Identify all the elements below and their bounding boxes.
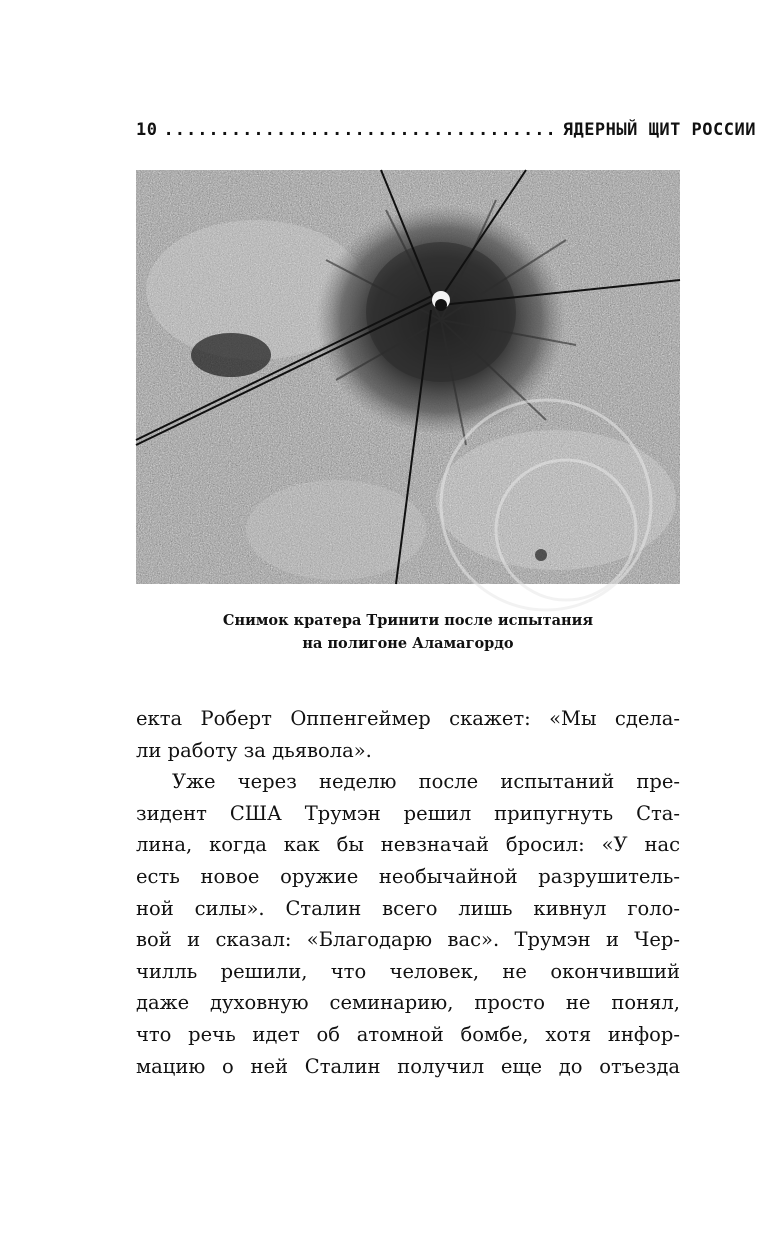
caption-line: на полигоне Аламагордо <box>302 635 514 652</box>
dot-leader: ................................... <box>163 120 557 140</box>
text-line: лина, когда как бы невзначай бросил: «У нас <box>136 833 680 857</box>
text-line: вой и сказал: «Благодарю вас». Трумэн и Чер- <box>136 928 680 952</box>
text-line: чилль решили, что человек, не окончивший <box>136 959 680 983</box>
running-title: ЯДЕРНЫЙ ЩИТ РОССИИ <box>562 120 756 140</box>
crater-photo <box>136 170 680 584</box>
text-line: даже духовную семинарию, просто не понял, <box>136 991 680 1015</box>
text-line: мацию о ней Сталин получил еще до отъезда <box>136 1054 680 1078</box>
page-number: 10 <box>136 120 158 140</box>
text-line: что речь идет об атомной бомбе, хотя инфор- <box>136 1022 680 1046</box>
text-line: ной силы». Сталин всего лишь кивнул голо- <box>136 896 680 920</box>
caption-line: Снимок кратера Тринити после испытания <box>222 612 594 629</box>
text-line: ли работу за дьявола». <box>136 738 372 762</box>
figure-caption <box>136 609 680 655</box>
text-line: Уже через неделю после испытаний пре- <box>172 770 680 794</box>
text-line: екта Роберт Оппенгеймер скажет: «Мы сдела- <box>136 707 680 730</box>
text-line: есть новое оружие необычайной разрушитель- <box>136 864 680 888</box>
body-text <box>136 703 680 1082</box>
running-header <box>136 117 756 143</box>
text-line: зидент США Трумэн решил припугнуть Ста- <box>136 801 680 825</box>
crater-photo-illustration <box>136 170 680 584</box>
